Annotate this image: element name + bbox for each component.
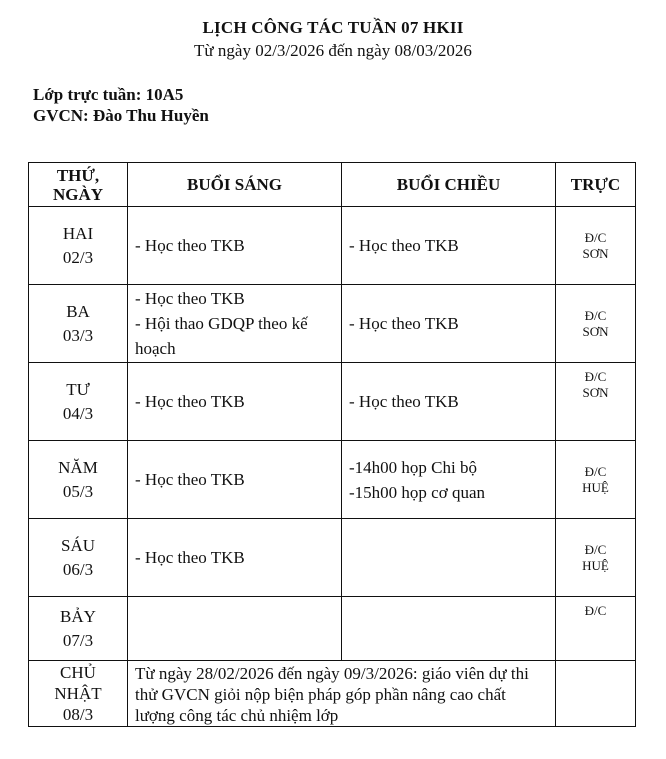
date-range: Từ ngày 02/3/2026 đến ngày 08/03/2026 — [194, 41, 472, 60]
column-header-day-line1: THỨ, — [56, 165, 100, 185]
duty-cell — [556, 207, 636, 285]
day-name-line1: CHỦ — [60, 663, 96, 682]
morning-cell — [128, 597, 342, 661]
afternoon-cell — [342, 363, 556, 441]
duty-title: Đ/C — [584, 603, 607, 618]
duty-title: Đ/C — [584, 369, 607, 384]
afternoon-cell — [342, 285, 556, 363]
afternoon-activity: - Học theo TKB — [349, 392, 459, 411]
day-cell — [29, 285, 128, 363]
afternoon-cell — [342, 519, 556, 597]
duty-title: Đ/C — [584, 463, 607, 479]
day-date: 03/3 — [62, 325, 94, 345]
day-name: BA — [66, 301, 90, 321]
duty-cell — [556, 597, 636, 661]
afternoon-activity: - Học theo TKB — [349, 314, 459, 333]
morning-activity: - Học theo TKB — [135, 470, 245, 489]
day-date: 07/3 — [62, 630, 94, 650]
day-cell — [29, 597, 128, 661]
table-row — [29, 441, 636, 519]
morning-activity: - Hội thao GDQP theo kế hoạch — [135, 314, 308, 358]
duty-person: SƠN — [582, 245, 609, 261]
sunday-note: Từ ngày 28/02/2026 đến ngày 09/3/2026: giáo viên dự thi thử GVCN giỏi nộp biện pháp góp phần nâng cao chất lượng công tác chủ nhiệm lớp — [128, 661, 556, 727]
day-date: 08/3 — [62, 705, 94, 724]
morning-cell — [128, 519, 342, 597]
day-name: NĂM — [58, 457, 98, 477]
duty-person: HUỆ — [582, 479, 609, 495]
duty-person: SƠN — [582, 323, 609, 339]
afternoon-activity: - Học theo TKB — [349, 236, 459, 255]
morning-activity: - Học theo TKB — [135, 548, 245, 567]
column-header-morning: BUỔI SÁNG — [128, 163, 342, 207]
morning-cell — [128, 363, 342, 441]
homeroom-teacher: GVCN: Đào Thu Huyền — [33, 106, 209, 125]
morning-activity: - Học theo TKB — [135, 392, 245, 411]
afternoon-activity: -15h00 họp cơ quan — [349, 482, 485, 502]
table-row — [29, 519, 636, 597]
duty-title: Đ/C — [584, 229, 607, 245]
weekly-schedule-table — [28, 162, 636, 727]
day-name: TƯ — [66, 379, 90, 399]
table-header-row — [29, 163, 636, 207]
duty-cell — [556, 661, 636, 727]
afternoon-activity: -14h00 họp Chi bộ — [349, 457, 477, 477]
day-cell — [29, 363, 128, 441]
duty-person: HUỆ — [582, 557, 609, 573]
table-row — [29, 207, 636, 285]
table-row — [29, 363, 636, 441]
table-row — [29, 597, 636, 661]
day-cell — [29, 519, 128, 597]
day-date: 06/3 — [62, 559, 94, 579]
duty-cell — [556, 519, 636, 597]
morning-activity: - Học theo TKB — [135, 289, 245, 308]
column-header-duty: TRỰC — [556, 163, 636, 207]
duty-title: Đ/C — [584, 541, 607, 557]
duty-class: Lớp trực tuần: 10A5 — [33, 85, 184, 104]
schedule-title: LỊCH CÔNG TÁC TUẦN 07 HKII — [202, 18, 464, 37]
day-date: 02/3 — [62, 247, 94, 267]
morning-cell — [128, 285, 342, 363]
afternoon-cell — [342, 597, 556, 661]
duty-title: Đ/C — [584, 307, 607, 323]
duty-person: SƠN — [582, 385, 609, 400]
column-header-day-line2: NGÀY — [52, 184, 104, 204]
day-cell — [29, 441, 128, 519]
day-name: SÁU — [60, 535, 95, 555]
day-cell — [29, 207, 128, 285]
day-date: 05/3 — [62, 481, 94, 501]
day-name: HAI — [62, 223, 94, 243]
duty-cell — [556, 363, 636, 441]
day-name-line2: NHẬT — [54, 684, 102, 703]
morning-cell — [128, 207, 342, 285]
morning-cell — [128, 441, 342, 519]
day-name: BẢY — [60, 606, 96, 626]
day-date: 04/3 — [62, 403, 94, 423]
table-row-sunday — [29, 661, 636, 727]
table-row — [29, 285, 636, 363]
morning-activity: - Học theo TKB — [135, 236, 245, 255]
column-header-afternoon: BUỔI CHIỀU — [342, 163, 556, 207]
afternoon-cell — [342, 441, 556, 519]
column-header-day — [29, 163, 128, 207]
duty-cell — [556, 285, 636, 363]
afternoon-cell — [342, 207, 556, 285]
day-cell — [29, 661, 128, 727]
duty-cell — [556, 441, 636, 519]
